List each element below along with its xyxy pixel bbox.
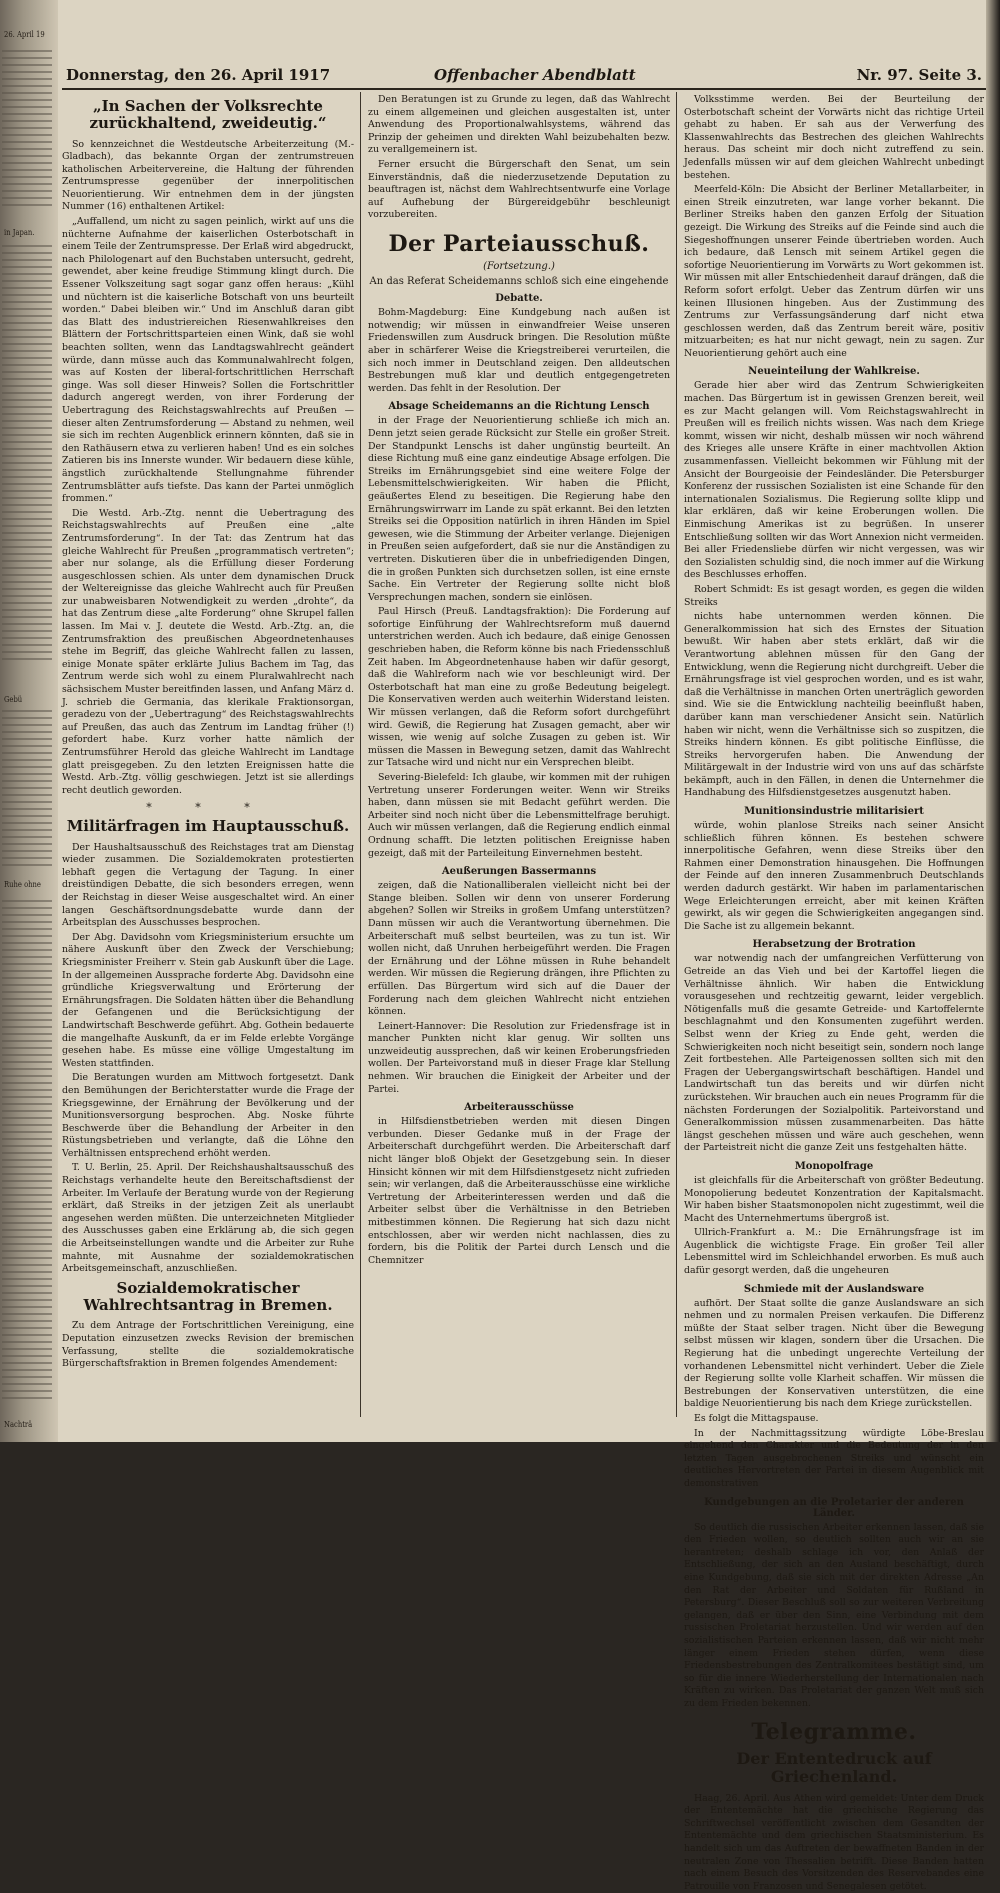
column-3 <box>684 94 984 1892</box>
strip-text-texture <box>2 245 52 665</box>
article-paragraph: Den Beratungen ist zu Grunde zu legen, daß das Wahlrecht zu einem allgemeinen und gleichen ausgestalten ist, unter Anwendung des Proportionalwahlsystems, während das Prinzip der geheimen und direkten Wahl beizubehalten bezw. zu verallgemeinern ist. <box>368 94 670 156</box>
article-headline: „In Sachen der Volksrechte zurückhaltend, zweideutig.“ <box>89 97 327 133</box>
article-paragraph: Haag, 26. April. Aus Athen wird gemeldet: Unter dem Druck der Ententemächte hat die griechische Regierung das Schriftwechsel veröffentlicht zwischen dem Gesandten der Ententemächte und dem griechischen Staatsministerium. Es handelt sich um das Auftreten der bewaffneten Banden in der neutralen Zone von Thessalien betrifft. Diese Banden hatten nach einem Besuch des Vorsitzenden des Reservebandes eine Patrouille von Franzosen und Senegalesen getötet. <box>684 1792 984 1892</box>
article-paragraph: In der Nachmittagssitzung würdigte Löbe-Breslau eingehend den Charakter und die Bedeutung der in den letzten Tagen ausgebrochenen Streiks und wünscht ein deutliches Hervortreten der Partei in diesem Augenblick mit demonstrativen <box>684 1427 984 1489</box>
strip-fragment: Gebü <box>4 695 23 704</box>
article-paragraph: nichts habe unternommen werden können. Die Generalkommission hat sich des Ernstes der Situation bewußt. Wir haben aber stets erklärt, daß wir die Verantwortung ablehnen müssen für den Gang der Entwicklung, wenn die Regierung nicht durchgreift. Ueber die Ernährungsfrage ist viel gesprochen worden, und es ist wahr, daß die Verhältnisse in manchen Orten unerträglich geworden sind. Wie sie die Entwicklung nachteilig beeinflußt haben, darüber kann man verschiedener Ansicht sein. Natürlich haben wir nicht, wenn die Verhältnisse sich so zuspitzen, die Streiks hindern können. Es gibt politische Einflüsse, die Streiks hervorgerufen haben. Die Anwendung der Militärgewalt in der Industrie wird von uns auf das schärfste bekämpft, auch in den Fällen, in denen die Unternehmer die Handhabung des Hilfsdienstgesetzes ausgenutzt haben. <box>684 611 984 799</box>
strip-fragment: 26. April 19 <box>4 30 45 39</box>
section-subheading: Neueinteilung der Wahlkreise. <box>748 366 920 378</box>
article-paragraph: würde, wohin planlose Streiks nach seiner Ansicht schließlich führen können. Es bestehen schwere innerpolitische Gefahren, wenn diese Streiks über den Rahmen einer Demonstration hinausgehen. Die Hoffnungen der Feinde auf den inneren Zusammenbruch Deutschlands werden dadurch gestärkt. Wir haben im parlamentarischen Wege Erleichterungen erreicht, aber mit keinen Kräften gewirkt, als wir gegen die Schwierigkeiten angegangen sind. Die Sache ist zu allgemein bekannt. <box>684 820 984 932</box>
section-subheading: Aeußerungen Bassermanns <box>441 866 597 878</box>
article-headline: Militärfragen im Hauptausschuß. <box>66 817 350 836</box>
article-paragraph: Zu dem Antrage der Fortschrittlichen Vereinigung, eine Deputation einzusetzen zwecks Revision der bremischen Verfassung, stellte die sozialdemokratische Bürgerschaftsfraktion in Bremen folgendes Amendement: <box>62 1320 354 1370</box>
strip-fragment: in Japan. <box>4 228 35 237</box>
telegrams-headline: Telegramme. <box>751 1719 917 1746</box>
column-rule <box>676 92 677 1417</box>
adjacent-page-strip <box>0 0 58 1442</box>
article-paragraph: ist gleichfalls für die Arbeiterschaft von größter Bedeutung. Monopolierung bedeutet Konzentration der Kapitalsmacht. Wir haben bisher Staatsmonopolen nicht zugestimmt, weil die Macht des Unternehmertums übergroß ist. <box>684 1174 984 1224</box>
article-paragraph: Es folgt die Mittagspause. <box>694 1413 819 1424</box>
strip-text-texture <box>2 710 52 870</box>
header-paper-title: Offenbacher Abendblatt <box>434 66 636 84</box>
section-separator: * * * <box>146 801 270 815</box>
article-paragraph: Gerade hier aber wird das Zentrum Schwierigkeiten machen. Das Bürgertum ist in gewissen Grenzen bereit, weil es zur Macht gelangen will. Vom Reichstagswahlrecht in Preußen will es freilich nichts wissen. Was nach dem Kriege kommt, wissen wir nicht, deshalb müssen wir noch während des Krieges alle unsere Kräfte in einer machtvollen Aktion zusammenfassen. Vielleicht bekommen wir Fühlung mit der Ansicht der Bourgeoisie der Feindesländer. Die Petersburger Konferenz der russischen Sozialisten ist eine Schande für den internationalen Sozialismus. Die Regierung sollte klipp und klar erklären, daß wir keine Eroberungen wollen. Die Einmischung Amerikas ist zu begrüßen. In unserer Entschließung sollten wir das Wort Annexion nicht vermeiden. Bei aller Friedensliebe dürfen wir nicht vergessen, was wir den Sozialisten schuldig sind, die noch immer auf die Wirkung des Beschlusses erhoffen. <box>684 380 984 581</box>
article-paragraph: Der Haushaltsausschuß des Reichstages trat am Dienstag wieder zusammen. Die Sozialdemokraten protestierten lebhaft gegen die Vertagung der Tagung. In einer dreistündigen Debatte, die sich besonders erregen, wenn der Reichstag in dieser Weise ausgeschaltet wird. An einer langen Geschäftsordnungsdebatte wurde dann der Arbeitsplan des Ausschusses besprochen. <box>62 841 354 929</box>
article-paragraph: Robert Schmidt: Es ist gesagt worden, es gegen die wilden Streiks <box>684 583 984 608</box>
section-subheading: Schmiede mit der Auslandsware <box>743 1283 925 1295</box>
section-subheading: Herabsetzung der Brotration <box>752 939 916 951</box>
article-paragraph: So deutlich die russischen Arbeiter erkennen lassen, daß sie den Frieden wollen, so deutlich sollten auch wir an sie herantreten; deshalb schlage ich vor, den Anlaß der Entschließung, der sich an den Ausland beschäftigt, durch eine Kundgebung, daß sie sich mit der direkten Adresse „An den Rat der Arbeiter und Soldaten für Rußland in Petersburg“. Dieser Beschluß soll so zur weiteren Verbreitung gelangen, daß er über den Sinn, eine Verbindung mit dem russischen Proletariat herzustellen. Und wir werden auf den sozialistischen Parteien erkennen lassen, daß wir nicht mehr länger einem Frieden stehen dürfen, wenn diese Friedensbestrebungen des Zentralkomitees bestätigt sind, um so für die innere Wiederherstellung der Internationalen nach Kräften zu wirken. Das Proletariat der ganzen Welt muß sich zu dem Frieden bekennen. <box>684 1521 984 1709</box>
strip-fragment: Nachträ <box>4 1420 33 1429</box>
section-subheading: Monopolfrage <box>794 1160 874 1172</box>
section-subheading: Munitionsindustrie militarisiert <box>744 806 924 818</box>
article-paragraph: Ferner ersucht die Bürgerschaft den Senat, um sein Einverständnis, daß die niederzusetzende Deputation zu beauftragen ist, nächst dem Wahlrechtsentwurfe eine Vorlage auf Aufhebung der Bürgereidgebühr beschleunigt vorzubereiten. <box>368 158 670 221</box>
strip-fragment: Ruhe ohne <box>4 880 41 889</box>
article-paragraph: Meerfeld-Köln: Die Absicht der Berliner Metallarbeiter, in einen Streik einzutreten, war lange vorher bekannt. Die Berliner Streiks haben den ganzen Erfolg der Situation gezeigt. Die Wirkung des Streiks auf die Feinde sind auch die Siegeshoffnungen unserer Feinde übertrieben worden. Auch ich bedaure, daß Lensch mit seinem Artikel gegen die sofortige Neuorientierung im Vorwärts zu Wort gekommen ist. Wir müssen mit aller Entschiedenheit darauf drängen, daß die Reform sofort erfolgt. Ueber das Zentrum dürfen wir uns keinen Illusionen hingeben. Aus der Zustimmung des Zentrums zur Verfassungsänderung darf nicht etwa geschlossen werden, daß das Zentrum bereit wäre, positiv mitzuarbeiten; es hat nur nicht gewagt, nein zu sagen. Zur Neuorientierung gehört auch eine <box>684 184 984 359</box>
section-subheading: Absage Scheidemanns an die Richtung Lensch <box>388 401 650 413</box>
article-paragraph: Der Abg. Davidsohn vom Kriegsministerium ersuchte um nähere Auskunft über den Zweck der Verschiebung; Kriegsminister Freiherr v. Stein gab Auskunft über die Lage. In der allgemeinen Aussprache forderte Abg. Davidsohn eine gründliche Kriegsverwaltung und Erörterung der Ernährungsfragen. Die Soldaten hätten über die Behandlung der Gefangenen und die Berücksichtigung der Landwirtschaft Beschwerde geführt. Abg. Gothein bedauerte die mangelhafte Auskunft, da er im Felde erlebte Vorgänge gesehen habe. Es müsse eine völlige Umgestaltung im Westen stattfinden. <box>62 931 354 1069</box>
article-paragraph: Leinert-Hannover: Die Resolution zur Friedensfrage ist in mancher Punkten nicht klar genug. Wir sollten uns unzweideutig aussprechen, daß wir keinen Eroberungsfrieden wollen. Der Parteivorstand muß in dieser Frage klar Stellung nehmen. Wir brauchen die Einigkeit der Arbeiter und der Partei. <box>368 1020 670 1095</box>
section-subheading: Debatte. <box>495 293 543 305</box>
article-paragraph: aufhört. Der Staat sollte die ganze Auslandsware an sich nehmen und zu normalen Preisen verkaufen. Die Differenz müßte der Staat selber tragen. Nicht über die Bewegung selbst müssen wir klagen, sondern über die Ursachen. Die Regierung hat die unbedingt ungerechte Verteilung der vorhandenen Lebensmittel nicht verhindert. Ueber die Ziele der Regierung sollte volle Klarheit schaffen. Wir müssen die Bestrebungen der Konservativen unterstützen, die eine baldige Neuorientierung bis nach dem Kriege zurückstellen. <box>684 1297 984 1410</box>
page-header <box>62 64 986 90</box>
column-rule <box>360 92 361 1417</box>
article-paragraph: zeigen, daß die Nationalliberalen vielleicht nicht bei der Stange bleiben. Sollen wir denn von unserer Forderung abgehen? Sollen wir Streiks in großem Umfang unterstützen? Dann müssen wir auch die Verantwortung übernehmen. Die Arbeiterschaft muß selbst beurteilen, was zu tun ist. Wir wollen nicht, daß Unruhen herbeigeführt werden. Die Fragen der Ernährung und der Löhne müssen in Ruhe behandelt werden. Wir müssen die Regierung drängen, ihre Pflichten zu erfüllen. Das Bürgertum wird sich auf die Dauer der Forderung nach dem gleichen Wahlrecht nicht entziehen können. <box>368 880 670 1018</box>
section-subheading: Kundgebungen an die Proletarier der anderen Länder. <box>704 1496 964 1519</box>
article-paragraph: „Auffallend, um nicht zu sagen peinlich, wirkt auf uns die nüchterne Aufnahme der kaiserlichen Osterbotschaft in einem Teile der Zentrumspresse. Der Erlaß wird abgedruckt, nach Philologenart auf den Buchstaben untersucht, gedreht, gewendet, aber keine freudige Stimmung klingt durch. Die Essener Volkszeitung sagt sogar ganz offen heraus: „Kühl und nüchtern ist die kaiserliche Botschaft von uns beurteilt worden.“ Dabei bleiben wir.“ Und im Anschluß daran gibt das Blatt des industriereichen Riesenwahlkreises den Blättern der Fortschrittsparteien einen Wink, daß sie wohl beachten sollten, wenn das Landtagswahlrecht geändert würde, dann müsse auch das Kommunalwahlrecht folgen, was auf Kosten der liberal-fortschrittlichen Herrschaft ginge. Was soll dieser Hinweis? Sollen die Fortschrittler dadurch angeregt werden, von ihrer Forderung der Uebertragung des Reichstagswahlrechts auf Preußen — dieser alten Zentrumsforderung — Abstand zu nehmen, weil sie sich im rechten Augenblick erinnern könnten, daß sie in den Rathäusern etwa zu verlieren haben! Und es ein solches Zatieren bis ins Innerste wunder. Wir bedauern diese kühle, ängstlich zurückhaltende Stellungnahme führender Zentrumsblätter aufs tiefste. Das kann der Partei unmöglich frommen.“ <box>62 216 354 505</box>
article-intro: An das Referat Scheidemanns schloß sich eine eingehende <box>369 276 669 288</box>
article-paragraph: Volksstimme werden. Bei der Beurteilung der Osterbotschaft scheint der Vorwärts nicht das richtige Urteil gehabt zu haben. Er sah aus der Verwerfung des Klassenwahlrechts das Bestrechen des gleichen Wahlrechts heraus. Das scheint mir doch nicht zutreffend zu sein. Jedenfalls müssen wir auf dem gleichen Wahlrecht unbedingt bestehen. <box>684 94 984 181</box>
article-paragraph: T. U. Berlin, 25. April. Der Reichshaushaltsausschuß des Reichstags verhandelte heute den Bereitschaftsdienst der Arbeiter. Im Verlaufe der Beratung wurde von der Regierung erklärt, daß Streiks in der jetzigen Zeit als unerlaubt angesehen werden müßten. Die unterzeichneten Mitglieder des Ausschusses gaben eine Erklärung ab, die sich gegen die Arbeitseinstellungen wandte und die Arbeiter zur Ruhe mahnte, mit Ausnahme der sozialdemokratischen Arbeitsgemeinschaft, anzuschließen. <box>62 1162 354 1275</box>
article-paragraph: Ullrich-Frankfurt a. M.: Die Ernährungsfrage ist im Augenblick die wichtigste Frage. Ein großer Teil aller Lebensmittel wird im Schleichhandel erworben. Es muß auch dafür gesorgt werden, daß die ungeheuren <box>684 1227 984 1277</box>
column-2 <box>368 94 670 1419</box>
article-paragraph: in Hilfsdienstbetrieben werden mit diesen Dingen verbunden. Dieser Gedanke muß in der Frage der Arbeiterschaft durchgeführt werden. Die Arbeiterschaft darf nicht länger bloß Objekt der Gesetzgebung sein. In dieser Hinsicht können wir mit dem Hilfsdienstgesetz nicht zufrieden sein; wir verlangen, daß die Arbeiterausschüsse eine wirkliche Vertretung der Arbeiterinteressen werden und daß die Arbeiter selbst über die Verhältnisse in den Betrieben mitbestimmen können. Die Regierung hat sich dazu nicht entschlossen, aber wir werden nicht nachlassen, dies zu fordern, bis die Politik der Partei durch Lensch und die Chemnitzer <box>368 1116 670 1266</box>
page-edge-shadow <box>986 0 1000 1442</box>
header-date: Donnerstag, den 26. April 1917 <box>66 66 331 84</box>
strip-text-texture <box>2 900 52 1400</box>
article-paragraph: Bohm-Magdeburg: Eine Kundgebung nach außen ist notwendig; wir müssen in einwandfreier Weise unseren Friedenswillen zum Ausdruck bringen. Die Resolution müßte aber in schärferer Weise die Kriegstreiberei verurteilen, die sich noch immer in Deutschland zeigen. Den alldeutschen Bestrebungen muß klar und deutlich entgegengetreten werden. Das fehlt in der Resolution. Der <box>368 307 670 394</box>
continuation-note: (Fortsetzung.) <box>483 261 555 273</box>
article-paragraph: in der Frage der Neuorientierung schließe ich mich an. Denn jetzt seien gerade Rücksicht zur Stelle ein großer Streit. Der Standpunkt Lenschs ist daher ungünstig beurteilt. An diese Richtung muß eine ganz eindeutige Absage erfolgen. Die Streiks im Ernährungsgebiet sind eine weitere Folge der Lebensmittelschwierigkeiten. Wir haben die Pflicht, geäußertes Elend zu beseitigen. Die Regierung habe den Ernährungswirrwarr im Lande zu spät erkannt. Bei den letzten Streiks sei die Opposition natürlich in ihren Händen im Spiel gewesen, wie die Stimmung der Arbeiter verlange. Diejenigen in Preußen seien aufgefordert, daß sie nur die Anständigen zu vertreten. Diskutieren über die in unbefriedigenden Dingen, die in großen Punkten sich durchsetzen sollen, ist eine ernste Sache. Ein Vertreter der Regierung sollte nicht bloß Versprechungen machen, sondern sie einlösen. <box>368 415 670 603</box>
article-paragraph: Die Beratungen wurden am Mittwoch fortgesetzt. Dank den Bemühungen der Berichterstatter wurde die Frage der Kriegsgewinne, der Ernährung der Bevölkerung und der Munitionsversorgung besprochen. Abg. Noske führte Beschwerde über die Behandlung der Arbeiter in den Rüstungsbetrieben und verlangte, daß die Löhne den Verhältnissen entsprechend erhöht werden. <box>62 1072 354 1159</box>
article-paragraph: war notwendig nach der umfangreichen Verfütterung von Getreide an das Vieh und bei der Kartoffel liegen die Verhältnisse ähnlich. Wir haben die Entwicklung vorausgesehen und rechtzeitig gewarnt, leider vergeblich. Nötigenfalls muß die gesamte Getreide- und Kartoffelernte beschlagnahmt und den Konsumenten zugeführt werden. Selbst wenn der Krieg zu Ende geht, werden die Schwierigkeiten noch nicht beseitigt sein, sondern noch lange Zeit fortbestehen. Alle Parteigenossen sollten sich mit den Fragen der Uebergangswirtschaft beschäftigen. Handel und Landwirtschaft tun das bereits und wir dürfen nicht zurückstehen. Wir brauchen auch ein neues Programm für die nächsten Forderungen der Sozialpolitik. Parteivorstand und Generalkommission müssen zusammenarbeiten. Das hätte längst geschehen müssen und wäre auch geschehen, wenn der Parteistreit nicht die ganze Zeit uns festgehalten hätte. <box>684 953 984 1154</box>
article-paragraph: Paul Hirsch (Preuß. Landtagsfraktion): Die Forderung auf sofortige Einführung der Wahlrechtsreform muß dauernd unterstrichen werden. Auch ich bedaure, daß einige Genossen geschrieben haben, die Reform könne bis nach Friedensschluß Zeit haben. Im Abgeordnetenhause haben wir dafür gesorgt, daß die Wahlreform nach wie vor beschleunigt wird. Der Osterbotschaft hat man eine zu große Bedeutung beigelegt. Die Konservativen werden auch weiterhin Widerstand leisten. Wir müssen verlangen, daß die Reform sofort durchgeführt wird. Gewiß, die Regierung hat Zusagen gemacht, aber wir wissen, wie wenig auf solche Zusagen zu geben ist. Wir müssen die Massen in Bewegung setzen, damit das Wahlrecht zur Tatsache wird und nicht nur ein Versprechen bleibt. <box>368 606 670 769</box>
section-subheading: Arbeiterausschüsse <box>464 1102 574 1114</box>
article-headline: Sozialdemokratischer Wahlrechtsantrag in Bremen. <box>83 1278 333 1315</box>
article-paragraph: Die Westd. Arb.-Ztg. nennt die Uebertragung des Reichstagswahlrechts auf Preußen eine „alte Zentrumsforderung“. In der Tat: das Zentrum hat das gleiche Wahlrecht für Preußen „programmatisch vertreten“; aber nur solange, als die Erfüllung dieser Forderung ausgeschlossen schien. Als unter dem dynamischen Druck der Weltereignisse das gleiche Wahlrecht auch für Preußen zur unabweisbaren Notwendigkeit zu werden „drohte“, da hat das Zentrum diese „alte Forderung“ ohne Skrupel fallen lassen. Im Mai v. J. deutete die Westd. Arb.-Ztg. an, die Zentrumsfraktion des preußischen Abgeordnetenhauses stehe im Begriff, das gleiche Wahlrecht fallen zu lassen, einige Monate später erklärte Julius Bachem im Tag, das Zentrum werde sich wohl zu einem Pluralwahlrecht nach sächsischem Muster bereitfinden lassen, und Anfang März d. J. schrieb die Germania, das klerikale Fraktionsorgan, geradezu von der „Uebertragung“ des Reichstagswahlrechts auf Preußen, das auch das Zentrum im Landtag früher (!) gefordert habe. Kurz vorher hatte nämlich der Zentrumsführer Herold das gleiche Wahlrecht im Landtage glatt preisgegeben. Zu den letzten Ereignissen hatte die Westd. Arb.-Ztg. völlig geschwiegen. Jetzt ist sie allerdings recht deutlich geworden. <box>62 507 354 796</box>
article-paragraph: Severing-Bielefeld: Ich glaube, wir kommen mit der ruhigen Vertretung unserer Forderungen weiter. Wenn wir Streiks haben, dann müssen sie mit Bedacht geführt werden. Die Arbeiter sind noch nicht über die Lebensmittelfrage beruhigt. Auch wir müssen verlangen, daß die Regierung endlich einmal Ordnung schafft. Die letzten politischen Ereignisse haben gezeigt, daß mit der Parteileitung Einvernehmen besteht. <box>368 772 670 859</box>
newspaper-sheet <box>62 64 986 1892</box>
article-paragraph: So kennzeichnet die Westdeutsche Arbeiterzeitung (M.-Gladbach), das bekannte Organ der zentrumstreuen katholischen Arbeitervereine, die Haltung der führenden Zentrumspresse gegenüber der innerpolitischen Neuorientierung. Wir entnehmen dem in der jüngsten Nummer (16) enthaltenen Artikel: <box>62 138 354 213</box>
strip-text-texture <box>2 50 52 210</box>
column-1 <box>62 94 354 1419</box>
article-headline: Der Ententedruck auf Griechenland. <box>736 1748 932 1787</box>
header-page-number: Nr. 97. Seite 3. <box>856 66 982 84</box>
article-headline: Der Parteiausschuß. <box>388 230 650 257</box>
